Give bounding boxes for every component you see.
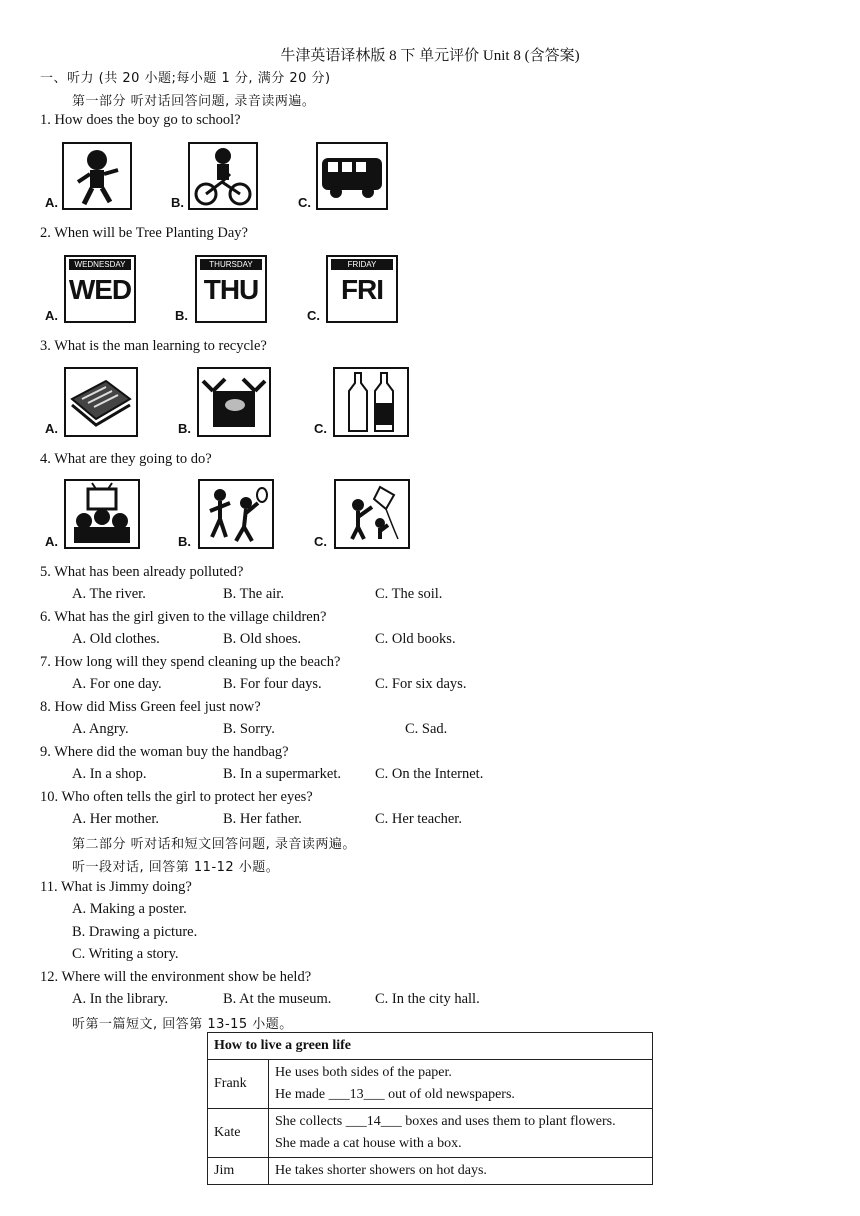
option-c: C. Old books. (375, 631, 456, 647)
option-b: B. Sorry. (223, 721, 275, 737)
row-content (269, 1158, 653, 1185)
option-c: C. The soil. (375, 586, 443, 602)
option-label: A. (45, 534, 58, 549)
option-b: B. Her father. (223, 811, 302, 827)
question-9: 9. Where did the woman buy the handbag? (40, 744, 289, 760)
option-b: B. Old shoes. (223, 631, 302, 647)
section-heading: 一、听力 (共 20 小题;每小题 1 分, 满分 20 分) (40, 71, 331, 86)
row-name: Jim (208, 1158, 269, 1185)
option-a: A. For one day. (72, 676, 162, 692)
option-label: C. (314, 421, 327, 436)
question-7: 7. How long will they spend cleaning up the beach? (40, 654, 341, 670)
option-label: A. (45, 308, 58, 323)
option-b: B. For four days. (223, 676, 322, 692)
newspapers-icon (64, 367, 138, 437)
option-c: C. On the Internet. (375, 766, 484, 782)
bus-icon (316, 142, 388, 210)
option-label: B. (175, 308, 188, 323)
row-content (269, 1109, 653, 1158)
green-life-table (207, 1032, 653, 1185)
page-title: 牛津英语译林版 8 下 单元评价 Unit 8 (含答案) (280, 48, 580, 64)
row-line: He made ___13___ out of old newspapers. (275, 1087, 515, 1102)
option-a: A. The river. (72, 586, 146, 602)
calendar-wed-icon: WEDNESDAY WED (64, 255, 136, 323)
watch-tv-icon (64, 479, 140, 549)
option-label: A. (45, 195, 58, 210)
boy-cycling-icon (188, 142, 258, 210)
question-1: 1. How does the boy go to school? (40, 112, 241, 128)
table-row (208, 1109, 653, 1158)
question-12: 12. Where will the environment show be held? (40, 969, 312, 985)
option-a: A. In the library. (72, 991, 169, 1007)
row-line: He takes shorter showers on hot days. (275, 1163, 487, 1178)
option-b: B. At the museum. (223, 991, 332, 1007)
question-3: 3. What is the man learning to recycle? (40, 338, 267, 354)
table-header: How to live a green life (208, 1033, 653, 1060)
calendar-fri-icon: FRIDAY FRI (326, 255, 398, 323)
passage-intro: 听第一篇短文, 回答第 13-15 小题。 (72, 1017, 293, 1032)
row-name: Frank (208, 1060, 269, 1109)
option-b: B. Drawing a picture. (72, 924, 198, 940)
box-icon (197, 367, 271, 437)
option-label: C. (298, 195, 311, 210)
question-8: 8. How did Miss Green feel just now? (40, 699, 261, 715)
question-6: 6. What has the girl given to the village children? (40, 609, 327, 625)
row-line: She made a cat house with a box. (275, 1136, 462, 1151)
option-label: C. (307, 308, 320, 323)
dialog-intro: 听一段对话, 回答第 11-12 小题。 (72, 860, 280, 875)
question-5: 5. What has been already polluted? (40, 564, 244, 580)
option-a: A. Angry. (72, 721, 129, 737)
option-c: C. Sad. (405, 721, 448, 737)
calendar-thu-icon: THURSDAY THU (195, 255, 267, 323)
option-a: A. Old clothes. (72, 631, 160, 647)
option-c: C. Writing a story. (72, 946, 179, 962)
play-tennis-icon (198, 479, 274, 549)
question-2: 2. When will be Tree Planting Day? (40, 225, 248, 241)
row-line: He uses both sides of the paper. (275, 1065, 452, 1080)
option-label: B. (178, 534, 191, 549)
option-label: C. (314, 534, 327, 549)
boy-walking-icon (62, 142, 132, 210)
option-c: C. Her teacher. (375, 811, 462, 827)
option-a: A. Making a poster. (72, 901, 187, 917)
option-b: B. The air. (223, 586, 284, 602)
option-a: A. Her mother. (72, 811, 159, 827)
fly-kite-icon (334, 479, 410, 549)
part2-heading: 第二部分 听对话和短文回答问题, 录音读两遍。 (72, 837, 356, 852)
option-label: A. (45, 421, 58, 436)
table-header-row (208, 1033, 653, 1060)
option-c: C. In the city hall. (375, 991, 480, 1007)
option-a: A. In a shop. (72, 766, 147, 782)
part1-heading: 第一部分 听对话回答问题, 录音读两遍。 (72, 94, 316, 109)
row-name: Kate (208, 1109, 269, 1158)
question-11: 11. What is Jimmy doing? (40, 879, 192, 895)
option-label: B. (178, 421, 191, 436)
question-4: 4. What are they going to do? (40, 451, 212, 467)
table-row (208, 1158, 653, 1185)
table-row (208, 1060, 653, 1109)
option-c: C. For six days. (375, 676, 467, 692)
option-b: B. In a supermarket. (223, 766, 341, 782)
question-10: 10. Who often tells the girl to protect her eyes? (40, 789, 313, 805)
row-line: She collects ___14___ boxes and uses them to plant flowers. (275, 1114, 616, 1129)
option-label: B. (171, 195, 184, 210)
row-content (269, 1060, 653, 1109)
bottles-icon (333, 367, 409, 437)
